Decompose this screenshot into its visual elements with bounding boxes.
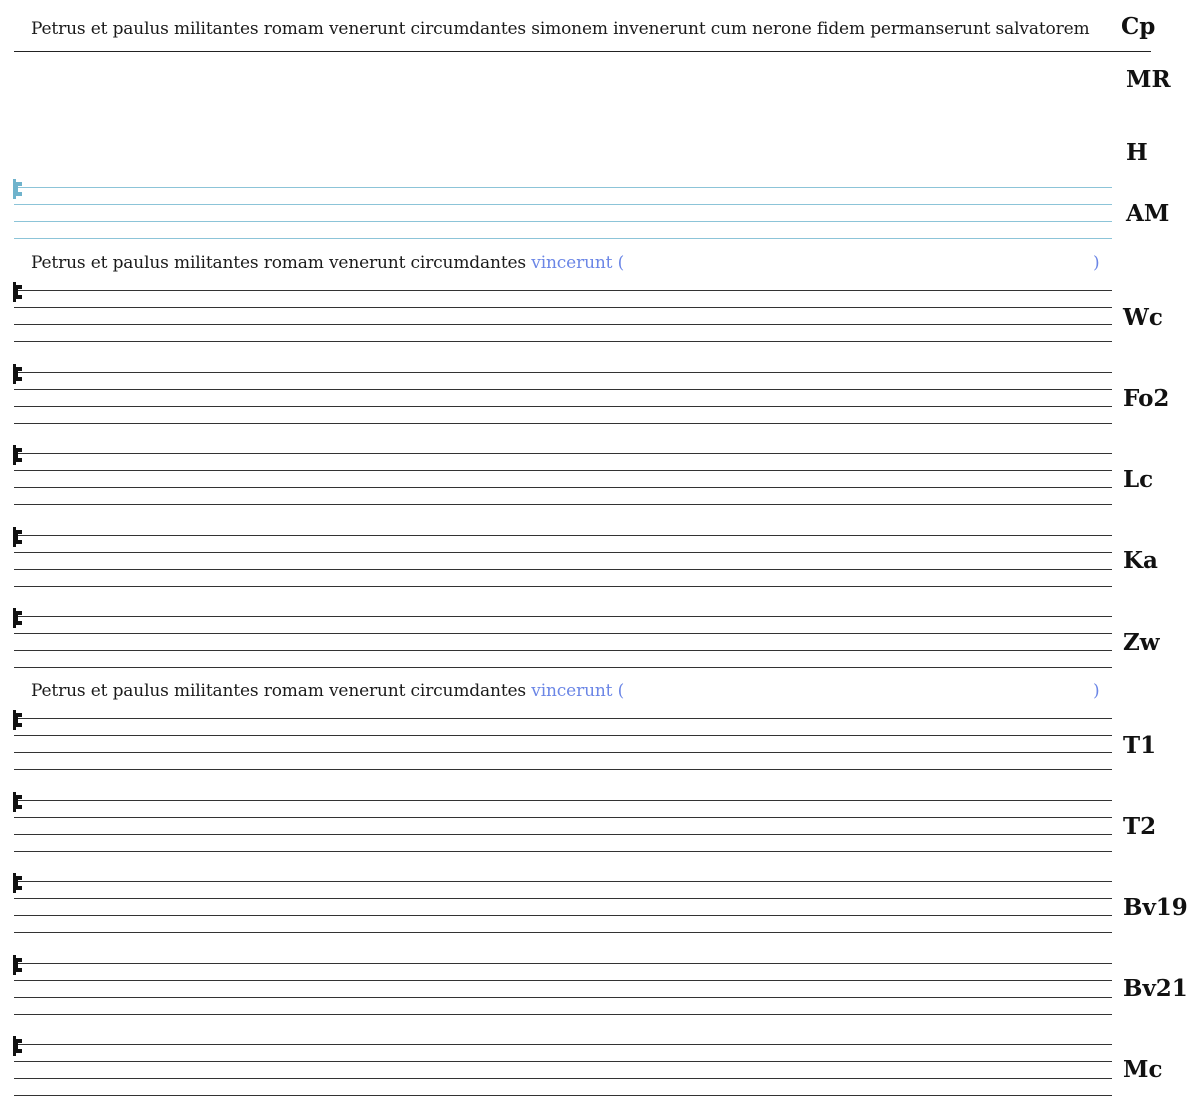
siglum-zw: Zw xyxy=(1123,629,1160,656)
siglum-h: H xyxy=(1126,139,1148,166)
siglum-fo2: Fo2 xyxy=(1123,385,1170,412)
siglum-lc: Lc xyxy=(1123,466,1154,493)
staff-bv19 xyxy=(14,881,1112,933)
c-clef-icon xyxy=(12,790,24,814)
staff-t1 xyxy=(14,718,1112,770)
siglum-cp: Cp xyxy=(1121,13,1156,40)
staff-wc xyxy=(14,290,1112,342)
variant-lyric-2 xyxy=(31,681,624,701)
staff-am xyxy=(14,187,1112,239)
c-clef-icon xyxy=(12,606,24,630)
variant-lyric-variant: vincerunt ( xyxy=(531,253,625,273)
c-clef-icon xyxy=(12,443,24,467)
siglum-bv21: Bv21 xyxy=(1123,975,1188,1002)
c-clef-icon xyxy=(12,871,24,895)
c-clef-icon xyxy=(12,1034,24,1058)
variant-lyric-close: ) xyxy=(1093,253,1100,273)
header-lyric: Petrus et paulus militantes romam venerunt circumdantes simonem invenerunt cum nerone fidem permanserunt salvatorem xyxy=(31,19,1090,39)
siglum-ka: Ka xyxy=(1123,547,1158,574)
staff-fo2 xyxy=(14,372,1112,424)
c-clef-icon xyxy=(12,708,24,732)
siglum-am: AM xyxy=(1126,200,1170,227)
variant-lyric-variant: vincerunt ( xyxy=(531,681,625,701)
siglum-mc: Mc xyxy=(1123,1056,1163,1083)
variant-lyric-prefix: Petrus et paulus militantes romam venerunt circumdantes xyxy=(31,681,526,701)
staff-bv21 xyxy=(14,963,1112,1015)
staff-ka xyxy=(14,535,1112,587)
staff-zw xyxy=(14,616,1112,668)
siglum-t2: T2 xyxy=(1123,813,1157,840)
c-clef-icon xyxy=(12,177,24,201)
staff-t2 xyxy=(14,800,1112,852)
variant-lyric-prefix: Petrus et paulus militantes romam venerunt circumdantes xyxy=(31,253,526,273)
siglum-wc: Wc xyxy=(1123,304,1163,331)
c-clef-icon xyxy=(12,362,24,386)
staff-lc xyxy=(14,453,1112,505)
variant-lyric-1 xyxy=(31,253,624,273)
variant-lyric-close: ) xyxy=(1093,681,1100,701)
c-clef-icon xyxy=(12,280,24,304)
siglum-bv19: Bv19 xyxy=(1123,894,1188,921)
header-rule xyxy=(14,51,1151,52)
siglum-t1: T1 xyxy=(1123,732,1157,759)
c-clef-icon xyxy=(12,953,24,977)
c-clef-icon xyxy=(12,525,24,549)
staff-mc xyxy=(14,1044,1112,1096)
siglum-mr: MR xyxy=(1126,66,1171,93)
